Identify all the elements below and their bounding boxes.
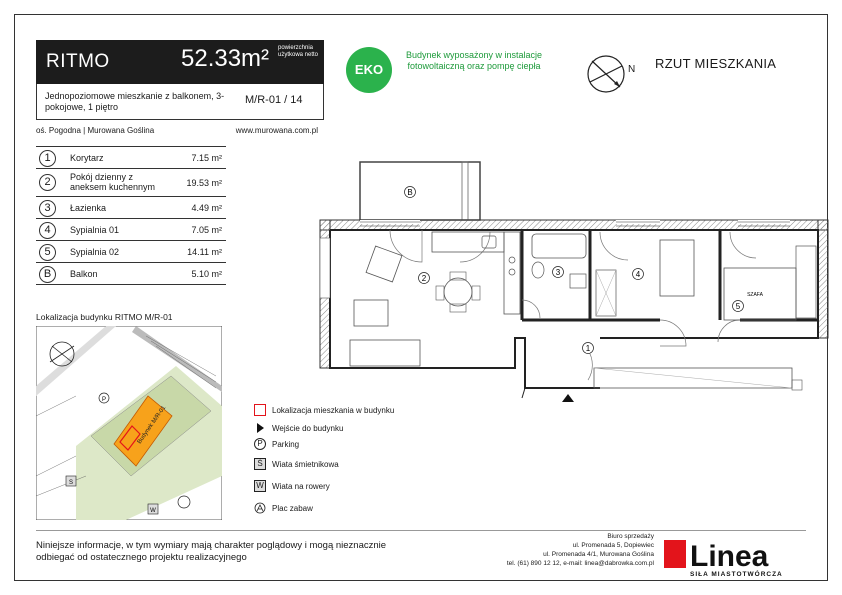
apartment-code: M/R-01 / 14 (245, 94, 303, 106)
room-label-3: 3 (555, 268, 561, 277)
room-row (36, 147, 226, 169)
svg-text:S: S (68, 480, 74, 486)
apartment-description-box (36, 84, 324, 120)
room-number: B (39, 266, 56, 283)
room-number: 5 (39, 244, 56, 261)
room-label-4: 4 (635, 270, 641, 279)
room-name: Balkon (70, 269, 98, 279)
rooms-table (36, 146, 226, 285)
playground-icon (254, 502, 266, 514)
room-row (36, 241, 226, 263)
floor-plan (300, 150, 830, 410)
room-row (36, 169, 226, 197)
location-line (36, 126, 324, 135)
room-name: Korytarz (70, 153, 104, 163)
room-area: 14.11 m² (187, 247, 222, 257)
bike-shelter-icon: W (254, 480, 266, 492)
room-label-2: 2 (421, 274, 427, 283)
location-text: oś. Pogodna | Murowana Goślina (36, 126, 155, 135)
room-number: 2 (39, 174, 56, 191)
plan-title: RZUT MIESZKANIA (655, 56, 777, 71)
room-number: 3 (39, 200, 56, 217)
project-name: RITMO (46, 51, 110, 72)
logo-text: Linea (690, 540, 769, 573)
room-name: Sypialnia 01 (70, 225, 120, 235)
logo-subtitle: SIŁA MIASTOTWÓRCZA (690, 571, 783, 578)
room-row (36, 263, 226, 285)
room-number: 4 (39, 222, 56, 239)
playground-marker (178, 496, 190, 508)
disclaimer: Niniejsze informacje, w tym wymiary mają charakter poglądowy i mogą nieznacznie odbiegać od ostatecznego projektu realizacyjnego (36, 540, 387, 563)
site-map (36, 326, 222, 520)
entrance-arrow-icon (562, 394, 574, 402)
room-row (36, 219, 226, 241)
apartment-description: Jednopoziomowe mieszkanie z balkonem, 3-pokojowe, 1 piętro (45, 91, 225, 112)
footer-divider (36, 530, 806, 531)
svg-text:P: P (101, 397, 107, 403)
area-note: powierzchnia użytkowa netto (278, 45, 319, 58)
map-title: Lokalizacja budynku RITMO M/R-01 (36, 312, 173, 322)
room-area: 7.15 m² (191, 153, 222, 163)
trash-shelter-icon: Ś (254, 458, 266, 470)
room-label-5: 5 (735, 302, 741, 311)
entrance-arrow-icon (254, 422, 266, 434)
room-name: Sypialnia 02 (70, 247, 120, 257)
header-box (36, 40, 324, 84)
svg-text:W: W (150, 508, 156, 514)
room-label-balcony: B (407, 188, 413, 197)
north-label: N (628, 64, 636, 75)
wardrobe-label: SZAFA (747, 292, 763, 298)
room-area: 4.49 m² (191, 203, 222, 213)
room-name: Łazienka (70, 203, 107, 213)
room-number: 1 (39, 150, 56, 167)
room-area: 19.53 m² (186, 178, 222, 188)
room-name: Pokój dzienny z aneksem kuchennym (70, 172, 156, 192)
room-area: 5.10 m² (191, 269, 222, 279)
red-square-icon (254, 404, 266, 416)
compass-icon (584, 52, 628, 96)
room-row (36, 197, 226, 219)
website-link[interactable]: www.murowana.com.pl (235, 126, 318, 135)
room-area: 7.05 m² (191, 225, 222, 235)
eko-badge: EKO (346, 47, 392, 93)
eco-description: Budynek wyposażony w instalacje fotowoltaiczną oraz pompę ciepła (405, 50, 543, 71)
sales-office: Biuro sprzedaży ul. Promenada 5, Dopiewiec ul. Promenada 4/1, Murowana Goślina tel. (61) 890 12 12, e-mail: linea@dabrowka.com.pl (506, 533, 654, 567)
building-label: Budynek M/R-01 (136, 405, 168, 446)
apartment-area: 52.33m² (181, 45, 270, 72)
parking-icon: P (254, 438, 266, 450)
room-label-1: 1 (585, 344, 591, 353)
linea-logo (664, 538, 814, 578)
